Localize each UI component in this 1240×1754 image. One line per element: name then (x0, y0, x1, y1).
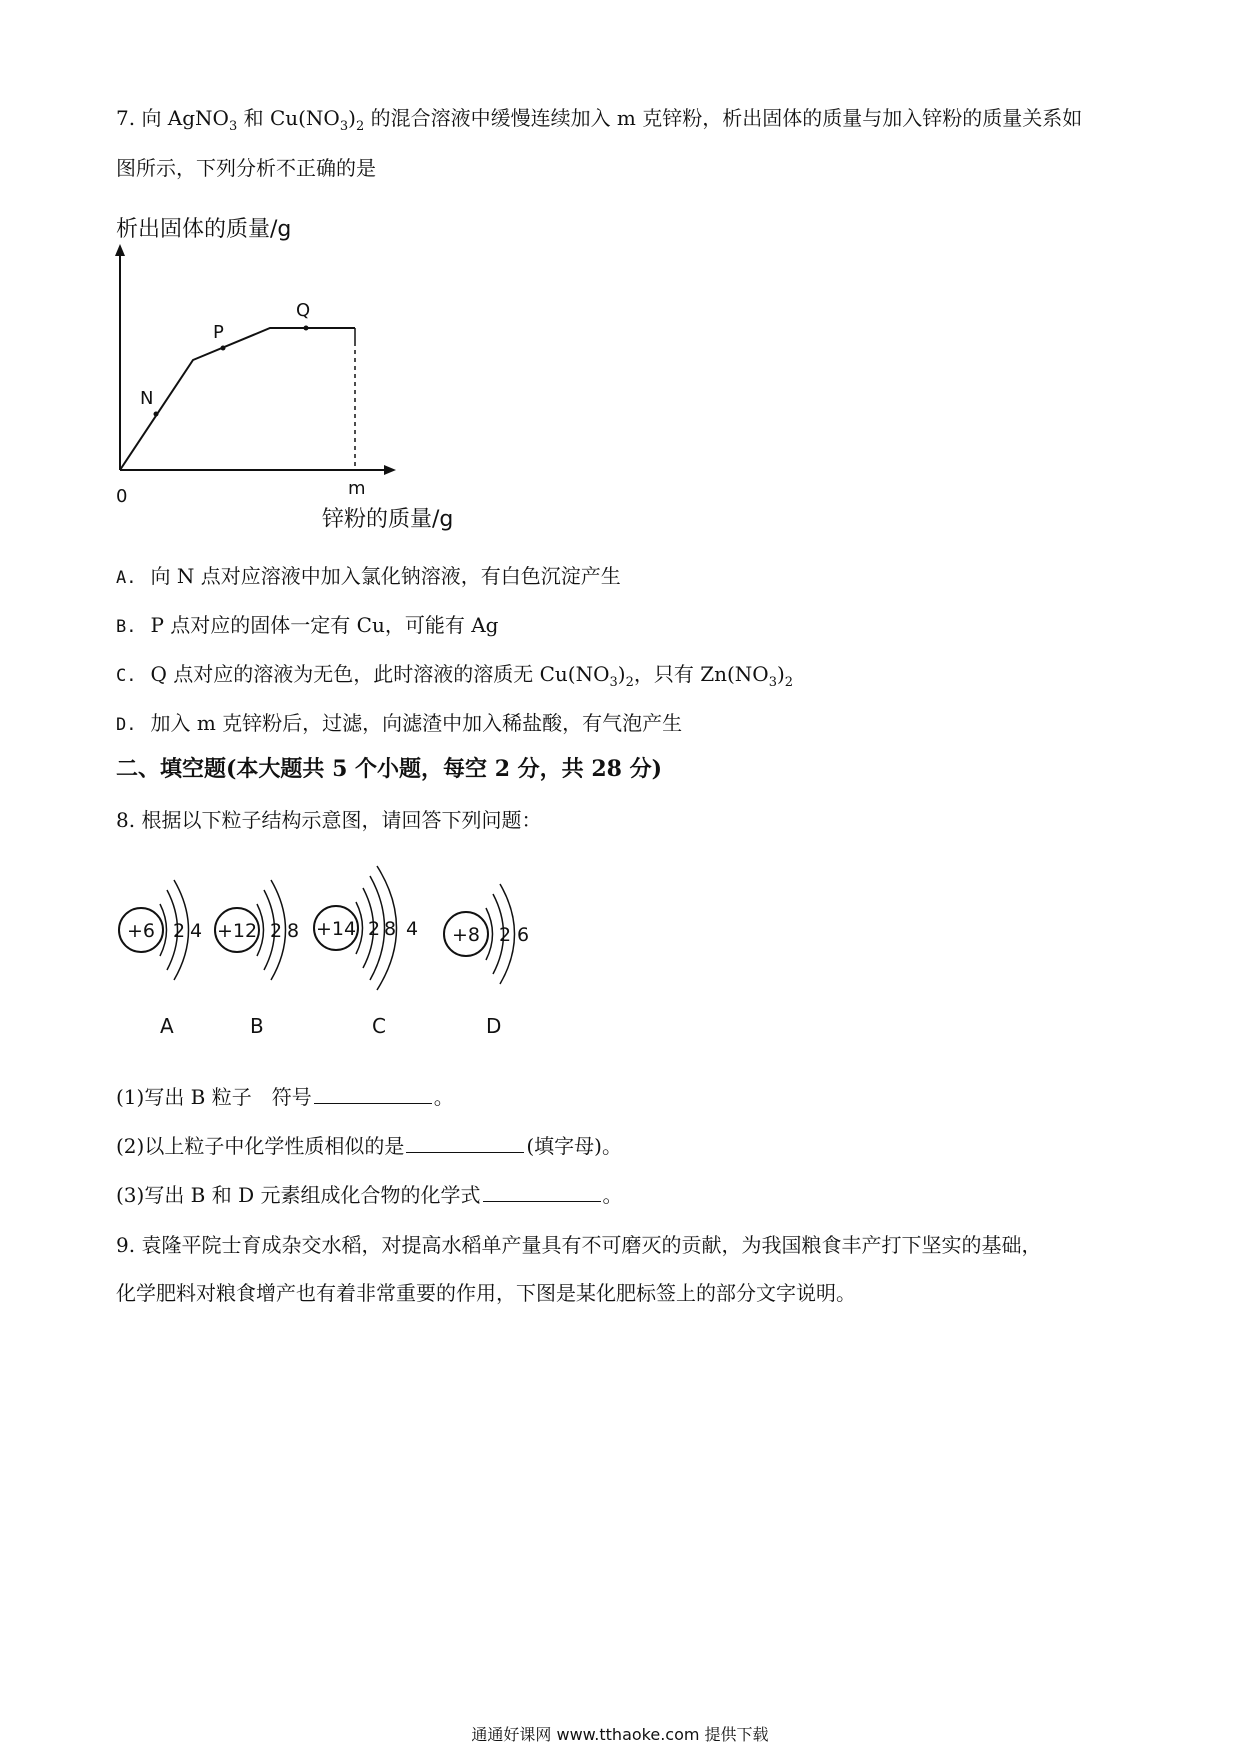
q7-option-b: B. P 点对应的固体一定有 Cu，可能有 Ag (116, 613, 499, 637)
q7-option-c: C. Q 点对应的溶液为无色，此时溶液的溶质无 $Cu(NO_3)_2$，只有 $Zn(NO_3)_2$ (116, 662, 794, 690)
atom-b-shell-count-1: 2 (270, 920, 283, 942)
atom-d-shell-count-2: 6 (517, 924, 530, 946)
atom-c-shell-count-2: 8 (384, 918, 397, 940)
graph-label-n: N (140, 388, 154, 409)
atom-b (215, 880, 299, 1038)
graph-point-p (221, 346, 226, 351)
graph-label-q: Q (296, 300, 311, 321)
atom-a-label: A (160, 1014, 174, 1038)
atom-d-charge: +8 (451, 924, 481, 946)
q9-line1: 9. 袁隆平院士育成杂交水稻，对提高水稻单产量具有不可磨灭的贡献，为我国粮食丰产打下坚实的基础， (116, 1233, 1042, 1257)
atom-c-label: C (372, 1014, 386, 1038)
atom-b-charge: +12 (216, 920, 258, 942)
q8-subquestion-2: (2)以上粒子中化学性质相似的是 (填字母)。 (116, 1134, 622, 1158)
atom-b-shell-count-2: 8 (287, 920, 300, 942)
q7-line2: 图所示，下列分析不正确的是 (116, 156, 376, 180)
graph-x-arrow (384, 465, 396, 475)
atom-diagrams (110, 850, 550, 1060)
atom-d-shell-1 (486, 908, 493, 960)
atom-c-shell-1 (356, 902, 363, 954)
q8-subquestion-1: (1)写出 B 粒子 符号 。 (116, 1085, 454, 1109)
q8-subquestion-3: (3)写出 B 和 D 元素组成化合物的化学式 。 (116, 1183, 623, 1207)
graph-y-label: 析出固体的质量/g (116, 217, 292, 242)
atom-a-shell-count-2: 4 (190, 920, 203, 942)
atom-c (314, 866, 418, 1038)
atom-d-label: D (486, 1014, 502, 1038)
graph-m-label: m (348, 478, 366, 499)
answer-blank-2[interactable] (406, 1134, 524, 1153)
graph-x-label: 锌粉的质量/g (322, 507, 454, 532)
footer-watermark: 通通好课网 www.tthaoke.com 提供下载 (471, 1725, 769, 1744)
graph-point-q (304, 326, 309, 331)
atom-b-label: B (250, 1014, 264, 1038)
q7-option-d: D. 加入 m 克锌粉后，过滤，向滤渣中加入稀盐酸，有气泡产生 (116, 711, 683, 735)
atom-d-shell-count-1: 2 (499, 924, 512, 946)
graph-origin-label: 0 (116, 486, 128, 507)
graph-curve (120, 328, 355, 470)
answer-blank-1[interactable] (314, 1085, 432, 1104)
q7-option-a: A. 向 N 点对应溶液中加入氯化钠溶液，有白色沉淀产生 (116, 564, 621, 588)
q7-line1: 7. 向 AgNO$_3$ 和 $Cu(NO_3)_2$ 的混合溶液中缓慢连续加入 m 克锌粉，析出固体的质量与加入锌粉的质量关系如 (116, 106, 1083, 134)
q7-graph (110, 208, 490, 538)
answer-blank-3[interactable] (483, 1183, 601, 1202)
q9-line2: 化学肥料对粮食增产也有着非常重要的作用，下图是某化肥标签上的部分文字说明。 (116, 1281, 856, 1305)
atom-d (444, 884, 529, 1038)
graph-y-arrow (115, 244, 125, 256)
atom-a-charge: +6 (126, 920, 156, 942)
graph-point-n (154, 412, 159, 417)
atom-c-shell-count-3: 4 (406, 918, 419, 940)
atom-a (119, 880, 202, 1038)
graph-label-p: P (213, 322, 224, 343)
atom-c-shell-count-1: 2 (368, 918, 381, 940)
atom-c-charge: +14 (315, 918, 357, 940)
q8-intro: 8. 根据以下粒子结构示意图，请回答下列问题： (116, 808, 542, 832)
section-2-title: 二、填空题(本大题共 5 个小题，每空 2 分，共 28 分) (116, 756, 663, 782)
atom-a-shell-count-1: 2 (173, 920, 186, 942)
atom-b-shell-1 (257, 904, 264, 956)
